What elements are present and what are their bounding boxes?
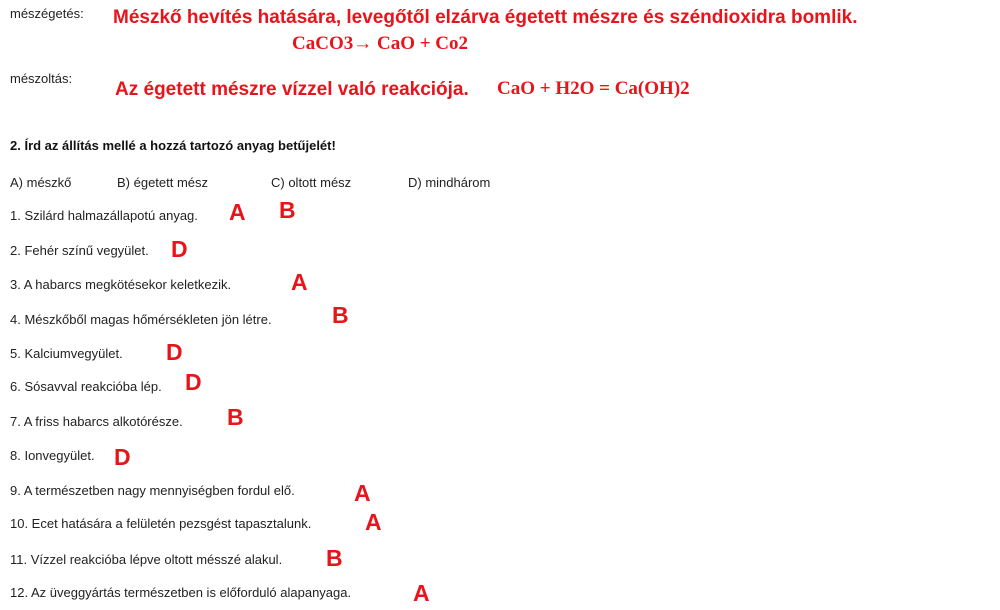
answer-3: A [291, 269, 308, 295]
answer-1b: B [279, 197, 296, 223]
burning-equation: CaCO3→ CaO + Co2 [292, 33, 469, 54]
answer-9: A [354, 480, 371, 506]
slaking-equation: CaO + H2O = Ca(OH)2 [497, 78, 690, 99]
answer-12: A [413, 580, 430, 606]
answer-8: D [114, 444, 131, 470]
slaking-label: mészoltás: [10, 71, 73, 86]
answer-4: B [332, 302, 349, 328]
answer-2: D [171, 236, 188, 262]
option-b: B) égetett mész [117, 175, 209, 190]
question-11: 11. Vízzel reakcióba lépve oltott mésszé alakul. [10, 552, 283, 567]
question-1: 1. Szilárd halmazállapotú anyag. [10, 208, 198, 223]
option-d: D) mindhárom [408, 175, 491, 190]
option-a: A) mészkő [10, 175, 72, 190]
question-12: 12. Az üveggyártás természetben is előforduló alapanyaga. [10, 585, 352, 600]
answer-6: D [185, 369, 202, 395]
question-9: 9. A természetben nagy mennyiségben fordul elő. [10, 483, 295, 498]
answer-5: D [166, 339, 183, 365]
answer-1a: A [229, 199, 246, 225]
answer-7: B [227, 404, 244, 430]
question-2: 2. Fehér színű vegyület. [10, 243, 149, 258]
burning-description: Mészkő hevítés hatására, levegőtől elzárva égetett mészre és széndioxidra bomlik. [113, 7, 858, 28]
question-5: 5. Kalciumvegyület. [10, 346, 123, 361]
burning-label: mészégetés: [10, 6, 84, 21]
task-title: 2. Írd az állítás mellé a hozzá tartozó anyag betűjelét! [10, 138, 336, 153]
question-4: 4. Mészkőből magas hőmérsékleten jön létre. [10, 312, 272, 327]
question-3: 3. A habarcs megkötésekor keletkezik. [10, 277, 232, 292]
question-8: 8. Ionvegyület. [10, 448, 95, 463]
question-7: 7. A friss habarcs alkotórésze. [10, 414, 183, 429]
question-10: 10. Ecet hatására a felületén pezsgést tapasztalunk. [10, 516, 312, 531]
answer-10: A [365, 509, 382, 535]
question-6: 6. Sósavval reakcióba lép. [10, 379, 162, 394]
slaking-description: Az égetett mészre vízzel való reakciója. [115, 79, 469, 100]
answer-11: B [326, 545, 343, 571]
option-c: C) oltott mész [271, 175, 352, 190]
